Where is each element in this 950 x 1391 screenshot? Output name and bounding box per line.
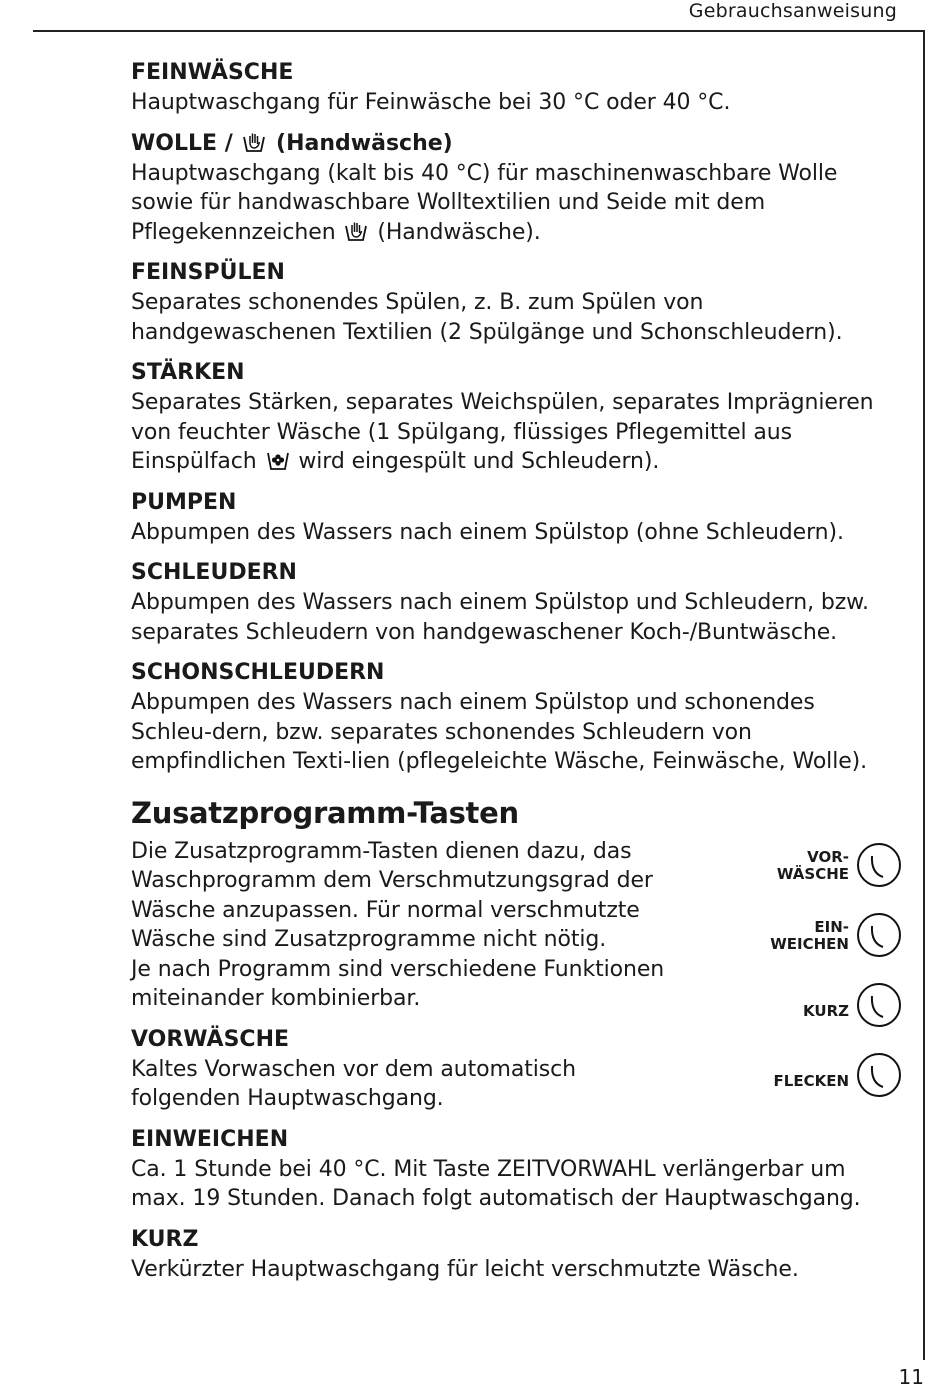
section-wolle bbox=[131, 129, 901, 248]
section-title: FEINSPÜLEN bbox=[131, 260, 285, 285]
section-staerken bbox=[131, 358, 901, 477]
section-schonschleudern bbox=[131, 658, 901, 777]
button-kurz bbox=[701, 983, 901, 1053]
section-title: FEINWÄSCHE bbox=[131, 60, 294, 85]
text-part: (Handwäsche). bbox=[370, 219, 541, 245]
section-title: EINWEICHEN bbox=[131, 1126, 289, 1152]
section-title: PUMPEN bbox=[131, 489, 237, 515]
knob-icon bbox=[857, 843, 901, 887]
section-vorwaesche bbox=[131, 1025, 691, 1114]
button-label: EIN- WEICHEN bbox=[770, 917, 849, 953]
section-title: STÄRKEN bbox=[131, 360, 245, 385]
section-text: Verkürzter Hauptwaschgang für leicht verschmutzte Wäsche. bbox=[131, 1256, 799, 1282]
zusatz-text-column bbox=[131, 837, 691, 1114]
section-text bbox=[131, 159, 901, 248]
section-title: SCHONSCHLEUDERN bbox=[131, 660, 385, 685]
section-kurz bbox=[131, 1225, 901, 1285]
margin-rule bbox=[923, 30, 925, 1360]
zusatz-heading: Zusatzprogramm-Tasten bbox=[131, 795, 519, 830]
section-feinspuelen bbox=[131, 258, 901, 347]
knob-icon bbox=[857, 913, 901, 957]
hand-wash-icon bbox=[242, 130, 266, 154]
section-title: KURZ bbox=[131, 1226, 199, 1252]
title-part: WOLLE / bbox=[131, 130, 241, 156]
section-text: Abpumpen des Wassers nach einem Spülstop und Schleudern, bzw. separates Schleudern von handgewaschener Koch-/Buntwäsche. bbox=[131, 590, 869, 645]
button-flecken bbox=[701, 1053, 901, 1123]
button-label: KURZ bbox=[803, 1001, 849, 1020]
section-title: SCHLEUDERN bbox=[131, 560, 297, 585]
section-text: Separates schonendes Spülen, z. B. zum Spülen von handgewaschenen Textilien (2 Spülgänge und Schonschleudern). bbox=[131, 290, 843, 345]
text-part: Hauptwaschgang (kalt bis 40 °C) für maschinenwaschbare Wolle sowie für handwaschbare Wolltextilien und Seide mit dem Pflegekennzeichen bbox=[131, 160, 838, 245]
intro-text-2: Je nach Programm sind verschiedene Funktionen miteinander kombinierbar. bbox=[131, 956, 665, 1011]
section-einweichen bbox=[131, 1125, 901, 1214]
softener-compartment-icon bbox=[266, 448, 290, 472]
section-pumpen bbox=[131, 488, 901, 548]
hand-wash-icon bbox=[344, 219, 368, 243]
section-title: VORWÄSCHE bbox=[131, 1026, 290, 1052]
zusatz-block bbox=[131, 837, 901, 1114]
title-part: (Handwäsche) bbox=[268, 130, 453, 156]
text-part: wird eingespült und Schleudern). bbox=[291, 449, 660, 474]
button-label: VOR- WÄSCHE bbox=[776, 847, 849, 883]
button-einweichen bbox=[701, 913, 901, 983]
zusatz-buttons-panel bbox=[701, 843, 901, 1123]
header-title: Gebrauchsanweisung bbox=[688, 0, 897, 22]
intro-text: Die Zusatzprogramm-Tasten dienen dazu, das Waschprogramm dem Verschmutzungsgrad der Wäsche anzupassen. Für normal verschmutzte Wäsche sind Zusatzprogramme nicht nötig. bbox=[131, 838, 653, 952]
header-rule bbox=[33, 30, 925, 32]
knob-icon bbox=[857, 983, 901, 1027]
section-text: Kaltes Vorwaschen vor dem automatisch folgenden Hauptwaschgang. bbox=[131, 1056, 576, 1111]
section-text: Abpumpen des Wassers nach einem Spülstop (ohne Schleudern). bbox=[131, 519, 844, 545]
knob-icon bbox=[857, 1053, 901, 1097]
section-text bbox=[131, 388, 901, 477]
section-feinwaesche bbox=[131, 58, 901, 118]
section-title bbox=[131, 129, 901, 159]
button-label: FLECKEN bbox=[773, 1071, 849, 1090]
button-vorwaesche bbox=[701, 843, 901, 913]
zusatz-intro bbox=[131, 837, 691, 1014]
page-content bbox=[131, 58, 901, 1295]
section-text: Hauptwaschgang für Feinwäsche bei 30 °C oder 40 °C. bbox=[131, 90, 731, 115]
section-text: Abpumpen des Wassers nach einem Spülstop und schonendes Schleu-dern, bzw. separates schonendes Schleudern von empfindlichen Texti-lien (pflegeleichte Wäsche, Feinwäsche, Wolle). bbox=[131, 690, 868, 774]
page-number: 11 bbox=[898, 1365, 924, 1389]
text-part: Separates Stärken, separates Weichspülen, separates Imprägnieren von feuchter Wäsche (1 Spülgang, flüssiges Pflegemittel aus Einspülfach bbox=[131, 390, 874, 474]
section-schleudern bbox=[131, 558, 901, 647]
section-text: Ca. 1 Stunde bei 40 °C. Mit Taste ZEITVORWAHL verlängerbar um max. 19 Stunden. Danach folgt automatisch der Hauptwaschgang. bbox=[131, 1156, 861, 1211]
